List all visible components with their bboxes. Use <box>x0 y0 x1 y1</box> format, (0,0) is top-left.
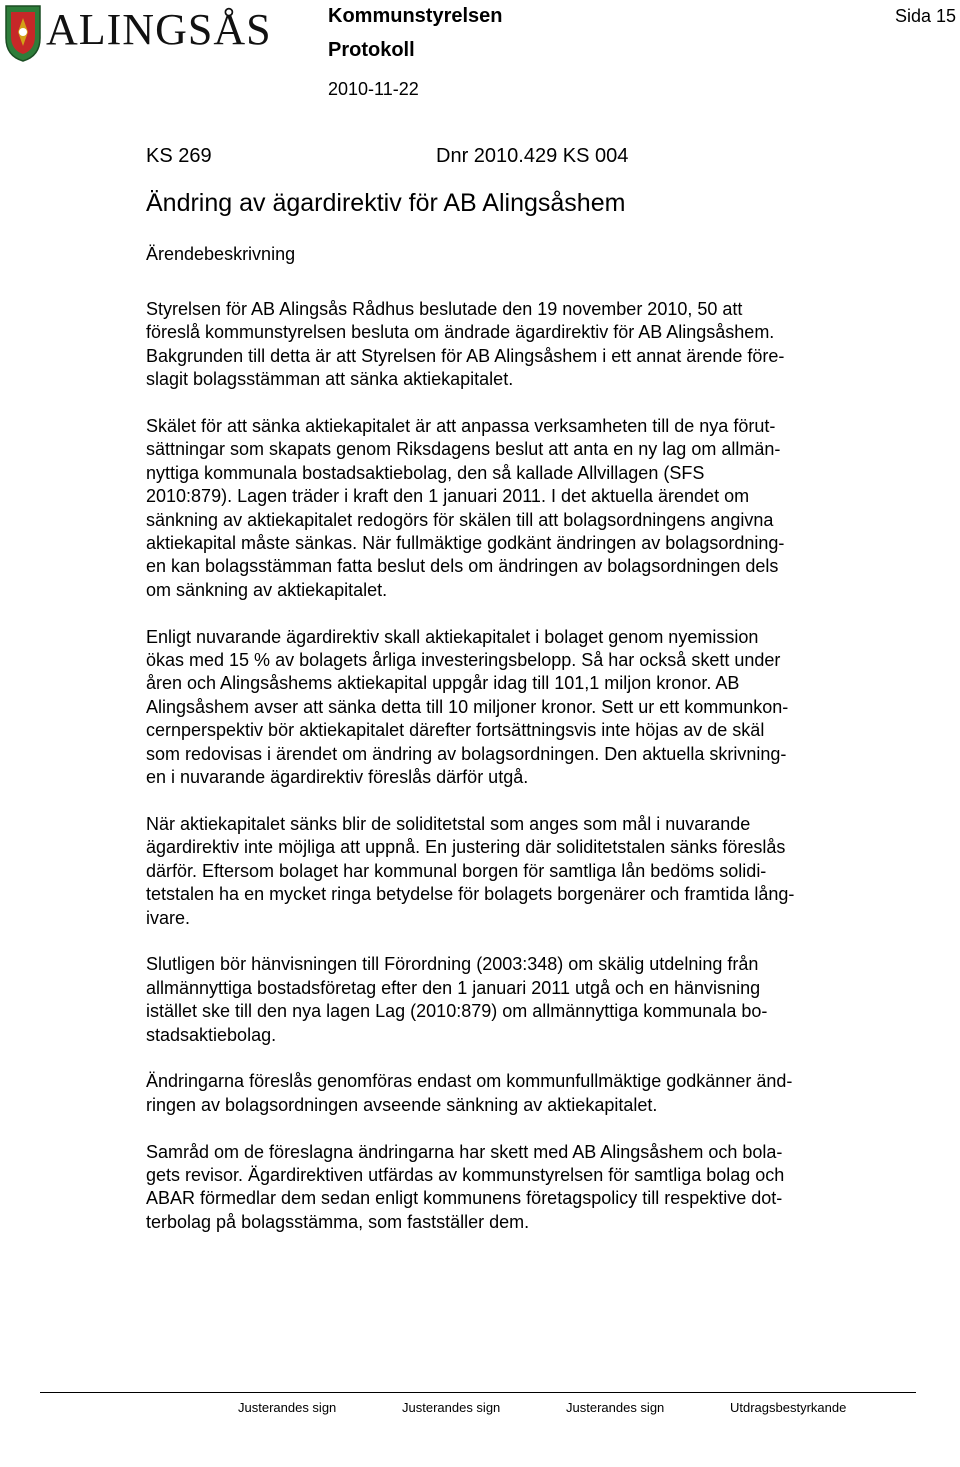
text-line: Samråd om de föreslagna ändringarna har skett med AB Alingsåshem och bola- <box>146 1141 783 1162</box>
signature-field-1: Justerandes sign <box>238 1400 337 1415</box>
text-line: en kan bolagsstämman fatta beslut dels om ändringen av bolagsordningen dels <box>146 556 779 577</box>
text-line: därför. Eftersom bolaget har kommunal borgen för samtliga lån bedöms solidi- <box>146 860 767 881</box>
text-line: aktiekapital måste sänkas. När fullmäktige godkänt ändringen av bolagsordning- <box>146 533 785 554</box>
text-line: Slutligen bör hänvisningen till Förordning (2003:348) om skälig utdelning från <box>146 954 759 975</box>
text-line: sänkning av aktiekapitalet redogörs för skälen till att bolagsordningens angivna <box>146 509 774 530</box>
text-line: sättningar som skapats genom Riksdagens beslut att anta en ny lag om allmän- <box>146 439 781 460</box>
signature-field-2: Justerandes sign <box>402 1400 501 1415</box>
certification-field: Utdragsbestyrkande <box>730 1400 847 1415</box>
text-line: tetstalen ha en mycket ringa betydelse för bolagets borgenärer och framtida lång- <box>146 884 795 905</box>
municipal-shield-icon <box>4 4 42 62</box>
text-line: Bakgrunden till detta är att Styrelsen för AB Alingsåshem i ett annat ärende före- <box>146 345 785 366</box>
committee-title: Kommunstyrelsen <box>328 5 503 27</box>
text-line: ringen av bolagsordningen avseende sänkning av aktiekapitalet. <box>146 1094 658 1115</box>
text-line: Ändringarna föreslås genomföras endast om kommunfullmäktige godkänner änd- <box>146 1071 793 1092</box>
paragraph <box>146 953 886 1047</box>
text-line: ökas med 15 % av bolagets årliga investeringsbelopp. Så har också skett under <box>146 650 781 671</box>
text-line: åren och Alingsåshems aktiekapital uppgår idag till 101,1 miljon kronor. AB <box>146 673 740 694</box>
text-line: istället ske till den nya lagen Lag (2010:879) om allmännyttiga kommunala bo- <box>146 1001 768 1022</box>
text-line: föreslå kommunstyrelsen besluta om ändrade ägardirektiv för AB Alingsåshem. <box>146 322 775 343</box>
document-type: Protokoll <box>328 39 415 61</box>
meeting-date: 2010-11-22 <box>328 79 419 99</box>
text-line: ägardirektiv inte möjliga att uppnå. En justering där soliditetstalen sänks föreslås <box>146 837 786 858</box>
paragraph <box>146 813 886 930</box>
text-line: cernperspektiv bör aktiekapitalet därefter fortsättningsvis inte höjas av de skäl <box>146 720 765 741</box>
text-line: som redovisas i ärendet om ändring av bolagsordningen. Den aktuella skrivning- <box>146 743 787 764</box>
text-line: Enligt nuvarande ägardirektiv skall aktiekapitalet i bolaget genom nyemission <box>146 626 759 647</box>
text-line: terbolag på bolagsstämma, som fastställer dem. <box>146 1211 530 1232</box>
text-line: om sänkning av aktiekapitalet. <box>146 579 388 600</box>
signature-field-3: Justerandes sign <box>566 1400 665 1415</box>
paragraph <box>146 1141 886 1235</box>
paragraph <box>146 415 886 602</box>
paragraph <box>146 298 886 392</box>
text-line: allmännyttiga bostadsföretag efter den 1 januari 2011 utgå och en hänvisning <box>146 977 761 998</box>
text-line: ivare. <box>146 907 191 928</box>
text-line: nyttiga kommunala bostadsaktiebolag, den så kallade Allvillagen (SFS <box>146 462 705 483</box>
page-number: Sida 15 <box>894 6 956 26</box>
alingsas-logo <box>4 4 272 66</box>
text-line: en i nuvarande ägardirektiv föreslås därför utgå. <box>146 767 529 788</box>
case-number: KS 269 <box>146 145 212 167</box>
paragraph <box>146 626 886 790</box>
logo-wordmark: ALINGSÅS <box>46 5 272 54</box>
text-line: 2010:879). Lagen träder i kraft den 1 januari 2011. I det aktuella ärendet om <box>146 486 750 507</box>
diary-number: Dnr 2010.429 KS 004 <box>436 145 629 167</box>
text-line: Skälet för att sänka aktiekapitalet är att anpassa verksamheten till de nya förut- <box>146 416 776 437</box>
page-title: Ändring av ägardirektiv för AB Alingsåshem <box>146 189 626 217</box>
text-line: stadsaktiebolag. <box>146 1024 277 1045</box>
text-line: Styrelsen för AB Alingsås Rådhus beslutade den 19 november 2010, 50 att <box>146 299 743 319</box>
paragraph <box>146 1070 886 1117</box>
document-body <box>146 298 886 1258</box>
section-heading: Ärendebeskrivning <box>146 244 296 264</box>
text-line: gets revisor. Ägardirektiven utfärdas av kommunstyrelsen för samtliga bolag och <box>146 1164 785 1185</box>
text-line: slagit bolagsstämman att sänka aktiekapitalet. <box>146 369 514 390</box>
text-line: Alingsåshem avser att sänka detta till 10 miljoner kronor. Sett ur ett kommunkon- <box>146 696 789 717</box>
footer-divider <box>40 1392 916 1393</box>
text-line: När aktiekapitalet sänks blir de soliditetstal som anges som mål i nuvarande <box>146 813 751 834</box>
text-line: ABAR förmedlar dem sedan enligt kommunens företagspolicy till respektive dot- <box>146 1188 783 1209</box>
